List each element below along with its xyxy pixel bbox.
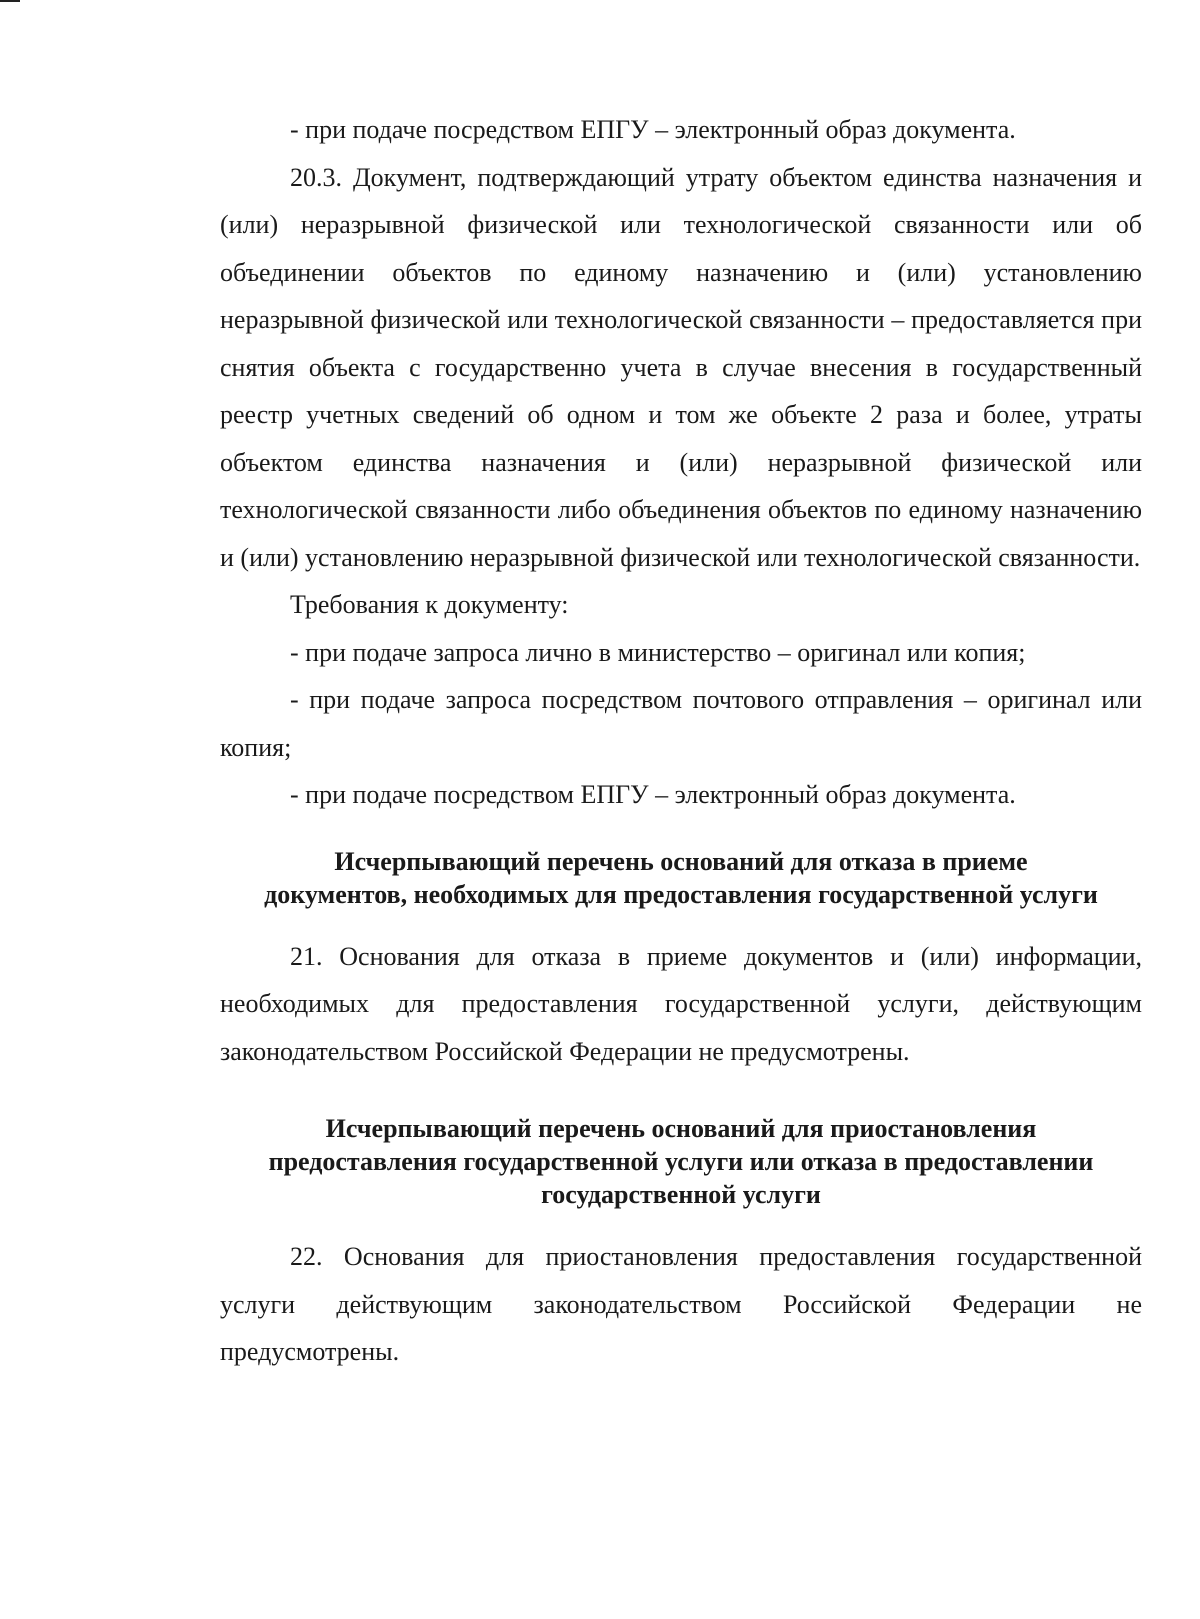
section-21-heading [220, 845, 1142, 911]
paragraph-postal: - при подаче запроса посредством почтового отправления – оригинал или копия; [220, 685, 1142, 762]
scan-edge-mark [0, 0, 20, 2]
paragraph-requirements: Требования к документу: [290, 590, 569, 619]
paragraph-epgu-1: - при подаче посредством ЕПГУ – электронный образ документа. [290, 115, 1016, 144]
section-22-heading-line: предоставления государственной услуги или отказа в предоставлении [268, 1147, 1094, 1176]
section-22-heading [220, 1112, 1142, 1211]
section-22-heading-line: Исчерпывающий перечень оснований для приостановления [325, 1114, 1037, 1143]
paragraph-personal: - при подаче запроса лично в министерство – оригинал или копия; [290, 637, 1026, 667]
section-21-heading-line: документов, необходимых для предоставления государственной услуги [264, 879, 1098, 909]
paragraph-21: 21. Основания для отказа в приеме документов и (или) информации, необходимых для предоставления государственной услуги, действующим законодательством Российской Федерации не предусмотрены. [220, 941, 1142, 1066]
document-body [220, 106, 1142, 1376]
paragraph-22: 22. Основания для приостановления предоставления государственной услуги действующим законодательством Российской Федерации не предусмотрены. [220, 1242, 1142, 1366]
paragraph-epgu-2: - при подаче посредством ЕПГУ – электронный образ документа. [290, 780, 1016, 809]
section-21-heading-line: Исчерпывающий перечень оснований для отказа в приеме [334, 846, 1028, 876]
section-22-heading-line: государственной услуги [541, 1180, 821, 1209]
paragraph-20-3: 20.3. Документ, подтверждающий утрату объектом единства назначения и (или) неразрывной физической или технологической связанности или об объединении объектов по единому назначению и (или) установлению неразрывной физической или технологической связанности – предоставляется при снятия объекта с государственно учета в случае внесения в государственный реестр учетных сведений об одном и том же объекте 2 раза и более, утраты объектом единства назначения и (или) неразрывной физической или технологической связанности либо объединения объектов по единому назначению и (или) установлению неразрывной физической или технологической связанности. [220, 162, 1142, 572]
